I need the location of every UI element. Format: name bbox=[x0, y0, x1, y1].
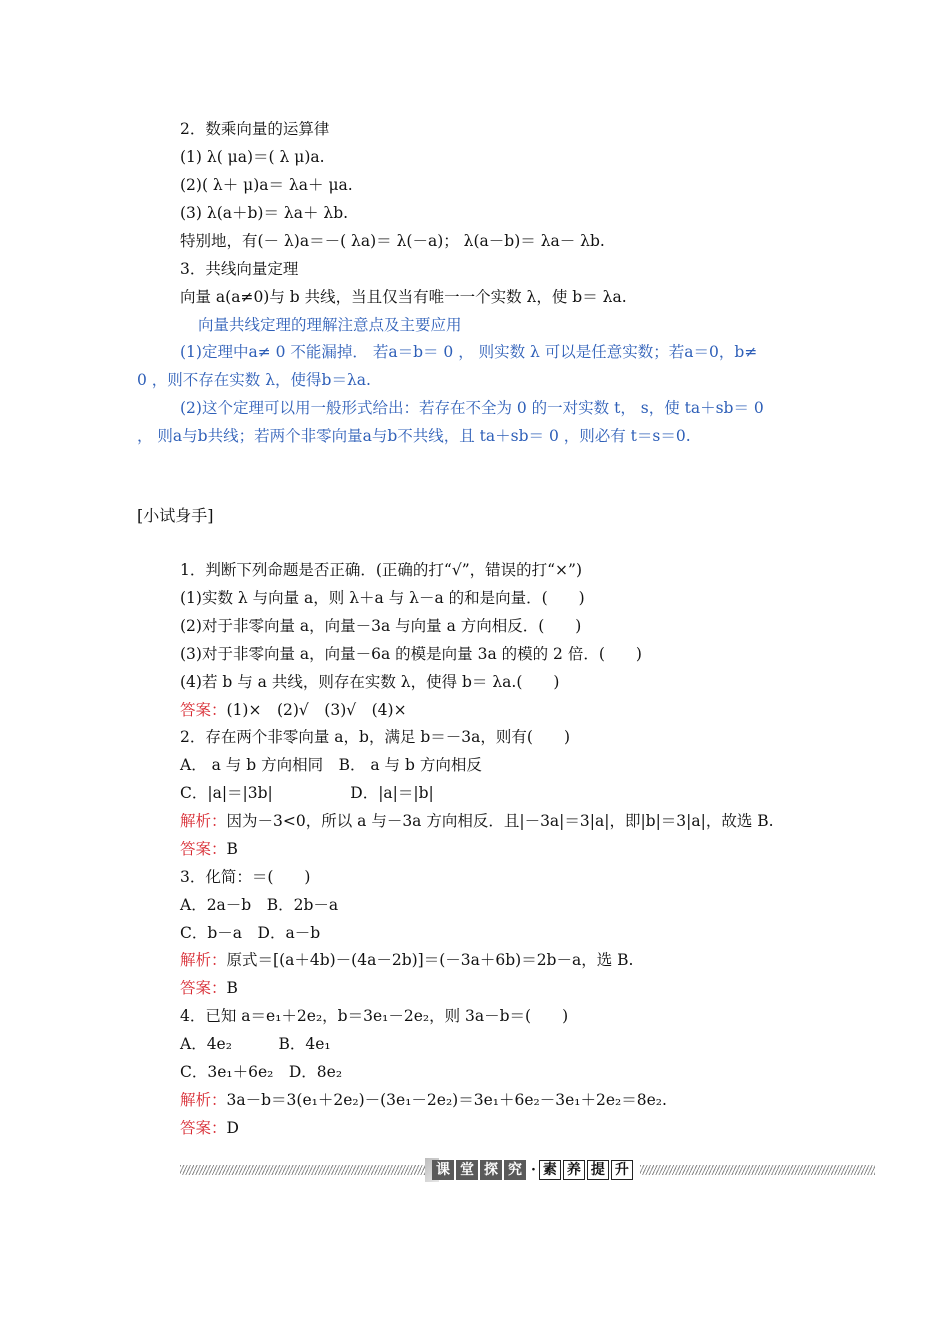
text-line: (1)实数 λ 与向量 a，则 λ＋a 与 λ－a 的和是向量．( ) bbox=[180, 589, 585, 607]
banner-separator: · bbox=[531, 1162, 536, 1178]
line-text: 因为－3<0，所以 a 与－3a 方向相反．且|－3a|＝3|a|，即|b|＝3|a|，故选 B. bbox=[226, 812, 774, 830]
text-line: (2)对于非零向量 a，向量－3a 与向量 a 方向相反．( ) bbox=[180, 617, 582, 635]
banner-char: 探 bbox=[480, 1160, 502, 1180]
text-line: 2．存在两个非零向量 a，b，满足 b＝－3a，则有( ) bbox=[180, 728, 570, 746]
text-line: C．3e₁＋6e₂ D．8e₂ bbox=[180, 1063, 343, 1081]
banner-char: 素 bbox=[539, 1160, 561, 1180]
line-text: D bbox=[226, 1119, 239, 1137]
text-line: 2．数乘向量的运算律 bbox=[180, 120, 330, 138]
banner-char: 堂 bbox=[456, 1160, 478, 1180]
answer-label: 解析： bbox=[180, 1091, 227, 1109]
section-heading: [小试身手] bbox=[137, 506, 214, 525]
text-line bbox=[180, 950, 633, 970]
text-line: 向量 a(a≠0)与 b 共线，当且仅当有唯一一个实数 λ，使 b＝ λa. bbox=[180, 288, 627, 306]
banner-char: 提 bbox=[587, 1160, 609, 1180]
text-line: (4)若 b 与 a 共线，则存在实数 λ，使得 b＝ λa.( ) bbox=[180, 673, 560, 691]
answer-label: 答案： bbox=[180, 979, 227, 997]
text-line: 3．共线向量定理 bbox=[180, 260, 299, 278]
text-line: A．2a－b B．2b－a bbox=[180, 896, 339, 914]
banner-hatch-left bbox=[180, 1165, 425, 1175]
text-line: 3．化简：＝( ) bbox=[180, 868, 311, 886]
text-line: A． a 与 b 方向相同 B． a 与 b 方向相反 bbox=[180, 756, 482, 774]
line-text: 原式＝[(a＋4b)－(4a－2b)]＝(－3a＋6b)＝2b－a，选 B. bbox=[226, 951, 634, 969]
text-line: (2)这个定理可以用一般形式给出：若存在不全为 0 的一对实数 t， s，使 ta＋sb＝ 0 bbox=[180, 399, 764, 417]
answer-label: 解析： bbox=[180, 812, 227, 830]
text-line bbox=[180, 700, 407, 720]
text-line: (1) λ( μa)＝( λ μ)a. bbox=[180, 148, 325, 166]
line-text: 3a－b＝3(e₁＋2e₂)－(3e₁－2e₂)＝3e₁＋6e₂－3e₁＋2e₂＝8e₂. bbox=[226, 1091, 667, 1109]
text-line: (1)定理中a≠ 0 不能漏掉． 若a＝b＝ 0 ， 则实数 λ 可以是任意实数；若a＝0，b≠ bbox=[180, 343, 758, 361]
banner-title bbox=[432, 1158, 635, 1182]
banner-char: 课 bbox=[432, 1160, 454, 1180]
answer-label: 答案： bbox=[180, 1119, 227, 1137]
text-line bbox=[180, 839, 238, 859]
text-line bbox=[180, 1118, 239, 1138]
banner-char: 究 bbox=[504, 1160, 526, 1180]
text-line: C．|a|＝|3b| D．|a|＝|b| bbox=[180, 784, 434, 802]
answer-label: 答案： bbox=[180, 840, 227, 858]
line-text: (1)× (2)√ (3)√ (4)× bbox=[226, 701, 407, 719]
text-line bbox=[180, 811, 774, 831]
text-line: 4．已知 a＝e₁＋2e₂，b＝3e₁－2e₂，则 3a－b＝( ) bbox=[180, 1007, 569, 1025]
banner-char: 升 bbox=[611, 1160, 633, 1180]
text-line: (2)( λ＋ μ)a＝ λa＋ μa. bbox=[180, 176, 353, 194]
line-text: B bbox=[226, 979, 238, 997]
text-line: 向量共线定理的理解注意点及主要应用 bbox=[198, 316, 462, 334]
text-line: 特别地，有(－ λ)a＝－( λa)＝ λ(－a)； λ(a－b)＝ λa－ λb. bbox=[180, 232, 605, 250]
text-line: 0 ，则不存在实数 λ，使得b＝λa. bbox=[137, 371, 371, 389]
text-line bbox=[180, 978, 238, 998]
banner-hatch-right bbox=[640, 1165, 875, 1175]
text-line: 1．判断下列命题是否正确．(正确的打“√”，错误的打“×”) bbox=[180, 561, 583, 579]
line-text: B bbox=[226, 840, 238, 858]
section-banner bbox=[180, 1158, 875, 1182]
text-line: (3) λ(a＋b)＝ λa＋ λb. bbox=[180, 204, 349, 222]
text-line bbox=[180, 1090, 667, 1110]
text-line: A．4e₂ B．4e₁ bbox=[180, 1035, 331, 1053]
answer-label: 答案： bbox=[180, 701, 227, 719]
text-line: C．b－a D．a－b bbox=[180, 924, 321, 942]
text-line: (3)对于非零向量 a，向量－6a 的模是向量 3a 的模的 2 倍．( ) bbox=[180, 645, 642, 663]
text-line: ， 则a与b共线；若两个非零向量a与b不共线，且 ta＋sb＝ 0 ，则必有 t＝s＝0. bbox=[137, 427, 691, 445]
banner-char: 养 bbox=[563, 1160, 585, 1180]
answer-label: 解析： bbox=[180, 951, 227, 969]
